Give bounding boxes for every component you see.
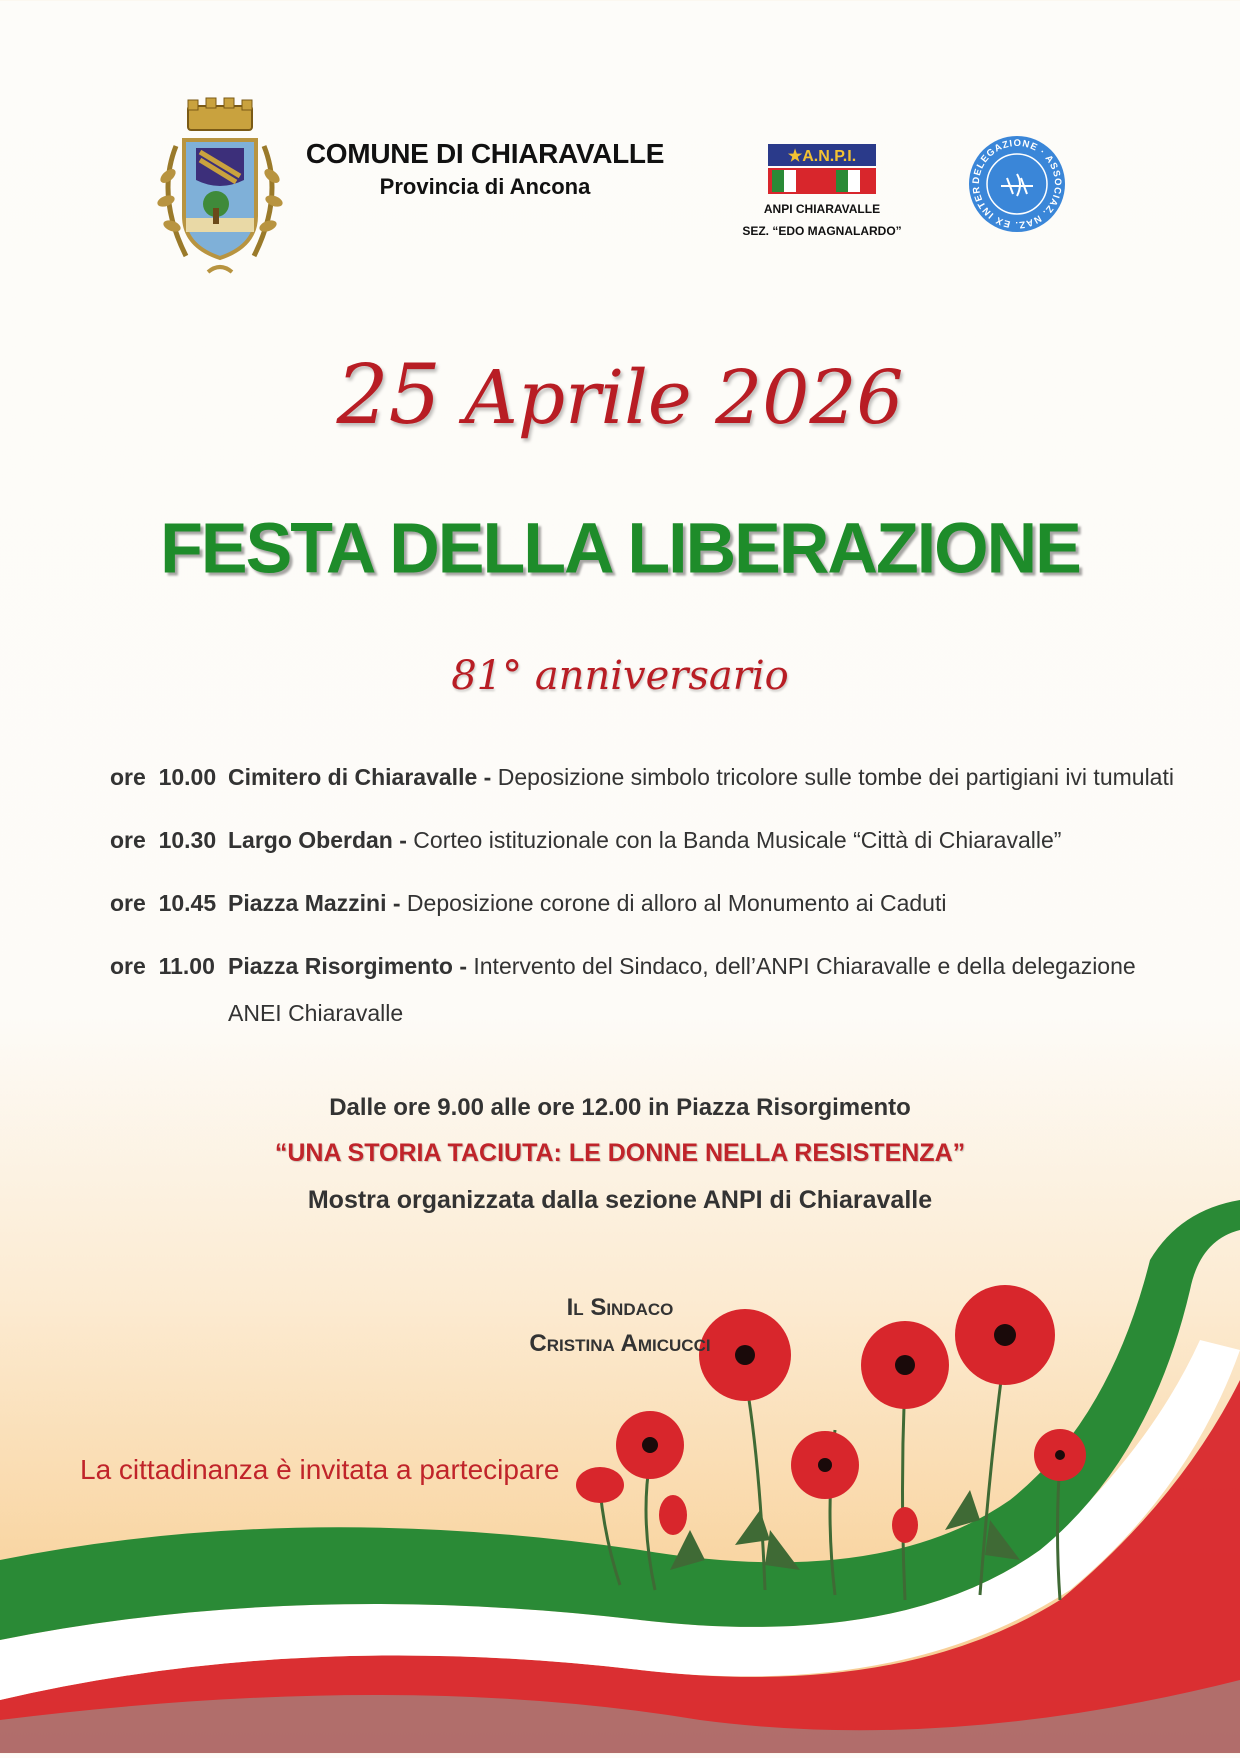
program-description: Corteo istituzionale con la Banda Musicale “Città di Chiaravalle”: [406, 827, 1062, 853]
province-name: Provincia di Ancona: [379, 174, 591, 199]
signature-role: Il Sindaco: [566, 1294, 674, 1321]
program-place: Piazza Risorgimento -: [228, 953, 467, 979]
program-item: [110, 764, 1174, 791]
program-item: [110, 827, 1061, 854]
program-description: Deposizione corone di alloro al Monumento ai Caduti: [400, 890, 947, 916]
event-date-day: 25: [336, 348, 441, 443]
anei-seal: [967, 134, 1067, 234]
program-item: [110, 953, 1136, 980]
exhibition-intro: Dalle ore 9.00 alle ore 12.00 in Piazza Risorgimento: [329, 1094, 911, 1121]
invitation-text: La cittadinanza è invitata a partecipare: [80, 1454, 560, 1485]
program-item: [110, 890, 946, 917]
program-description-continued: ANEI Chiaravalle: [228, 1000, 404, 1026]
program-description: Intervento del Sindaco, dell’ANPI Chiaravalle e della delegazione: [466, 953, 1136, 979]
event-title: FESTA DELLA LIBERAZIONE: [160, 508, 1080, 588]
program-description: Deposizione simbolo tricolore sulle tombe dei partigiani ivi tumulati: [491, 764, 1174, 790]
signature-name: Cristina Amicucci: [529, 1330, 711, 1357]
municipality-name: COMUNE DI CHIARAVALLE: [305, 138, 665, 169]
event-anniversary: 81° anniversario: [451, 653, 789, 699]
anei-seal-text: DELEGAZIONE · ASSOCIAZ. NAZ. EX INTER: [970, 137, 1064, 231]
exhibition-title: “UNA STORIA TACIUTA: LE DONNE NELLA RESISTENZA”: [274, 1139, 966, 1167]
event-date: [0, 348, 1240, 443]
program-place: Largo Oberdan -: [228, 827, 407, 853]
program-time: ore 11.00: [110, 953, 215, 979]
anpi-section-subtitle: SEZ. “EDO MAGNALARDO”: [742, 224, 902, 238]
event-date-month-year: Aprile 2026: [464, 355, 904, 441]
program-time: ore 10.45: [110, 890, 217, 916]
program-place: Piazza Mazzini -: [228, 890, 401, 916]
program-place: Cimitero di Chiaravalle -: [228, 764, 492, 790]
anpi-logo-text: ★A.N.P.I.: [787, 148, 857, 165]
program-time: ore 10.30: [110, 827, 217, 853]
exhibition-organizer: Mostra organizzata dalla sezione ANPI di Chiaravalle: [307, 1186, 933, 1214]
anpi-section-name: ANPI CHIARAVALLE: [763, 202, 881, 216]
anpi-logo: [768, 144, 876, 194]
municipality-coat-of-arms: [146, 96, 294, 276]
program-time: ore 10.00: [110, 764, 217, 790]
